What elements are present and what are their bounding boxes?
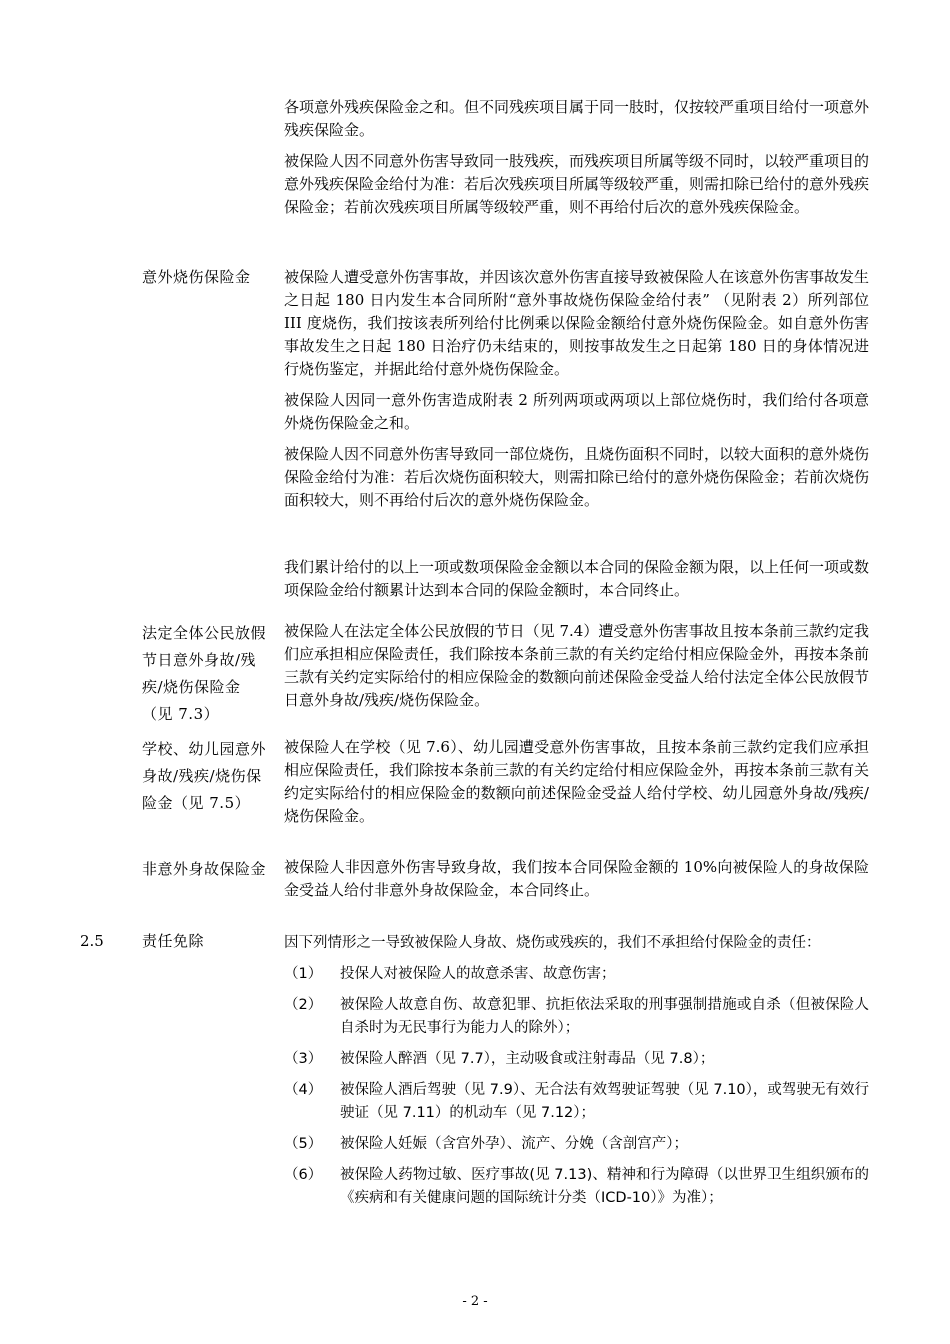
exclusion-body — [284, 932, 869, 1218]
page-number: - 2 - — [462, 1294, 488, 1309]
burn-text — [284, 266, 869, 520]
school-label: 学校、幼儿园意外身故/残疾/烧伤保险金（见 7.5） — [142, 740, 267, 812]
list-item — [284, 1133, 869, 1156]
paragraph: 被保险人因不同意外伤害导致同一肢残疾，而残疾项目所属等级不同时，以较严重项目的意外残疾保险金给付为准：若后次残疾项目所属等级较严重，则需扣除已给付的意外残疾保险金；若前次残疾项目所属等级较严重，则不再给付后次的意外残疾保险金。 — [284, 152, 870, 216]
item-text: 被保险人酒后驾驶（见 7.9）、无合法有效驾驶证驾驶（见 7.10），或驾驶无有效行驶证（见 7.11）的机动车（见 7.12）； — [340, 1082, 869, 1121]
section-number: 2.5 — [80, 932, 104, 950]
item-text: 被保险人妊娠（含宫外孕）、流产、分娩（含剖宫产）； — [340, 1136, 688, 1152]
item-marker: （5） — [284, 1136, 323, 1152]
burn-label: 意外烧伤保险金 — [142, 268, 251, 286]
nonaccident-label: 非意外身故保险金 — [142, 860, 267, 878]
paragraph: 被保险人因不同意外伤害导致同一部位烧伤，且烧伤面积不同时，以较大面积的意外烧伤保险金给付为准：若后次烧伤面积较大，则需扣除已给付的意外烧伤保险金；若前次烧伤面积较大，则不再给付后次的意外烧伤保险金。 — [284, 445, 870, 509]
list-item — [284, 1164, 869, 1210]
list-item — [284, 1048, 869, 1071]
list-item — [284, 1079, 869, 1125]
item-text: 被保险人药物过敏、医疗事故(见 7.13)、精神和行为障碍（以世界卫生组织颁布的《疾病和有关健康问题的国际统计分类（ICD-10）》为准）； — [340, 1167, 869, 1206]
school-text: 被保险人在学校（见 7.6）、幼儿园遭受意外伤害事故，且按本条前三款约定我们应承担相应保险责任，我们除按本条前三款的有关约定给付相应保险金外，再按本条前三款有关约定实际给付的相应保险金的数额向前述保险金受益人给付学校、幼儿园意外身故/残疾/烧伤保险金。 — [284, 738, 870, 825]
list-item — [284, 994, 869, 1040]
disability-text — [284, 96, 869, 227]
holiday-label: 法定全体公民放假节日意外身故/残疾/烧伤保险金（见 7.3） — [142, 624, 267, 723]
item-marker: （3） — [284, 1051, 323, 1067]
holiday-text: 被保险人在法定全体公民放假的节日（见 7.4）遭受意外伤害事故且按本条前三款约定我们应承担相应保险责任，我们除按本条前三款的有关约定给付相应保险金外，再按本条前三款有关约定实际给付的相应保险金的数额向前述保险金受益人给付法定全体公民放假节日意外身故/残疾/烧伤保险金。 — [284, 622, 870, 709]
item-marker: （2） — [284, 997, 323, 1013]
paragraph: 被保险人因同一意外伤害造成附表 2 所列两项或两项以上部位烧伤时，我们给付各项意外烧伤保险金之和。 — [284, 391, 869, 432]
paragraph: 各项意外残疾保险金之和。但不同残疾项目属于同一肢时，仅按较严重项目给付一项意外残疾保险金。 — [284, 98, 870, 139]
exclusion-intro: 因下列情形之一导致被保险人身故、烧伤或残疾的，我们不承担给付保险金的责任： — [284, 935, 821, 951]
item-marker: （4） — [284, 1082, 323, 1098]
cumulative-text: 我们累计给付的以上一项或数项保险金金额以本合同的保险金额为限，以上任何一项或数项保险金给付额累计达到本合同的保险金额时，本合同终止。 — [284, 558, 870, 599]
item-text: 被保险人醉酒（见 7.7），主动吸食或注射毒品（见 7.8）； — [340, 1051, 715, 1067]
item-marker: （6） — [284, 1167, 323, 1183]
item-text: 投保人对被保险人的故意杀害、故意伤害； — [340, 966, 616, 982]
exclusion-label: 责任免除 — [142, 932, 205, 950]
item-text: 被保险人故意自伤、故意犯罪、抗拒依法采取的刑事强制措施或自杀（但被保险人自杀时为无民事行为能力人的除外）； — [340, 997, 869, 1036]
nonaccident-text: 被保险人非因意外伤害导致身故，我们按本合同保险金额的 10%向被保险人的身故保险金受益人给付非意外身故保险金，本合同终止。 — [284, 858, 869, 899]
paragraph: 被保险人遭受意外伤害事故，并因该次意外伤害直接导致被保险人在该意外伤害事故发生之日起 180 日内发生本合同所附“意外事故烧伤保险金给付表” （见附表 2）所列部位 III 度烧伤，我们按该表所列给付比例乘以保险金额给付意外烧伤保险金。如自意外伤害事故发生之日起 180 日治疗仍未结束的，则按事故发生之日起第 180 日的身体情况进行烧伤鉴定，并据此给付意外烧伤保险金。 — [284, 268, 870, 378]
item-marker: （1） — [284, 966, 323, 982]
list-item — [284, 963, 869, 986]
